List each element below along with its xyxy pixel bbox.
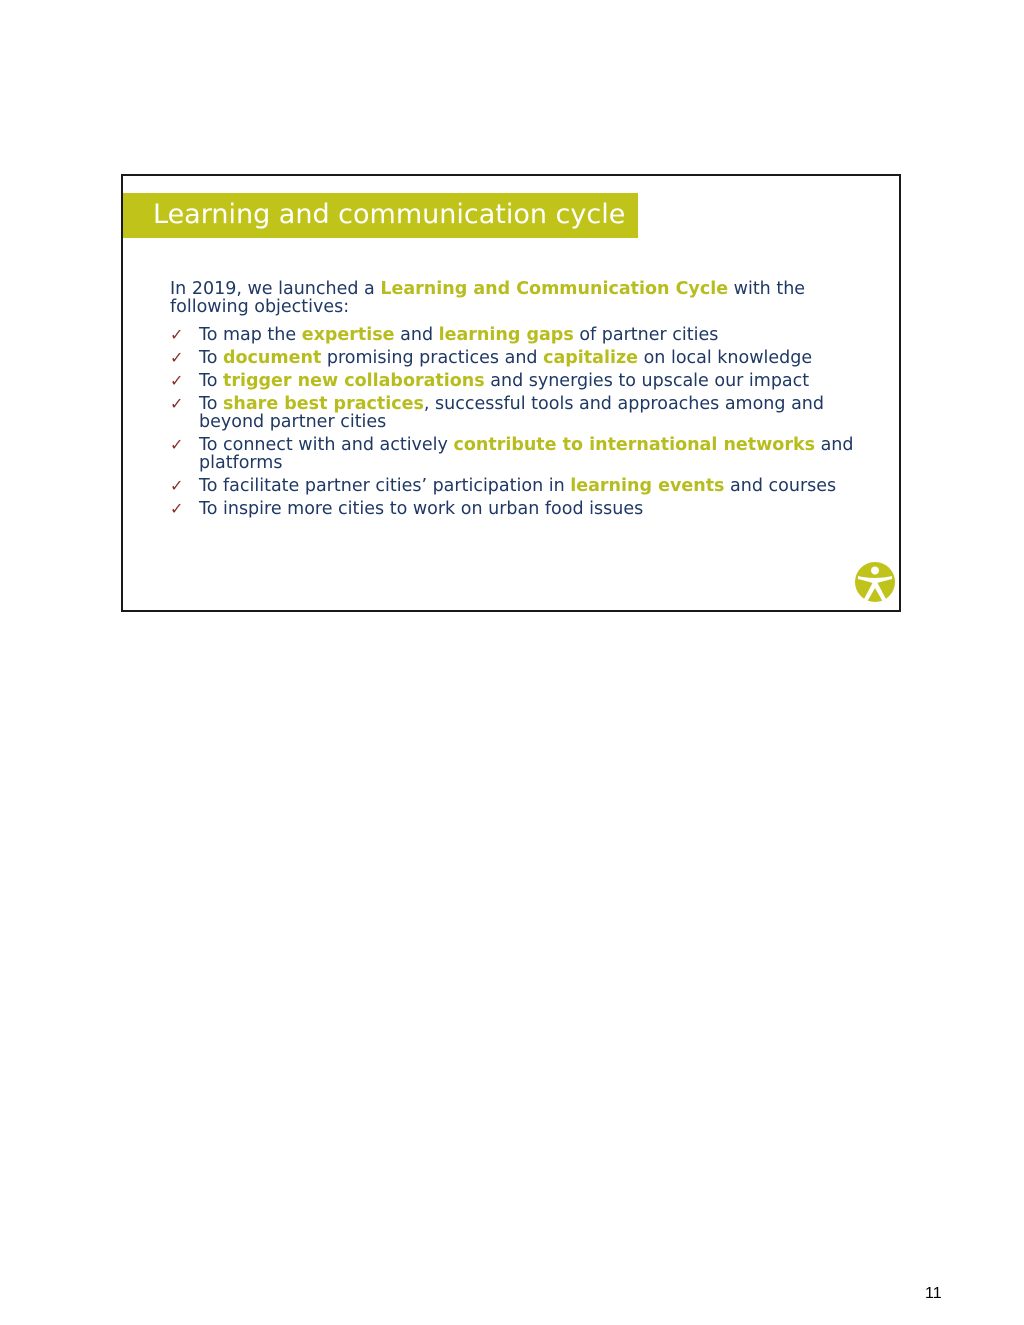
checkmark-icon: ✓ [170,499,184,518]
checkmark-icon: ✓ [170,394,184,413]
text-segment: and courses [724,476,837,496]
highlighted-text: trigger new collaborations [223,371,485,391]
text-segment: To connect with and actively [199,435,454,455]
text-segment: of partner cities [573,325,719,345]
text-segment: To map the [199,325,302,345]
text-segment: To [199,371,223,391]
highlighted-text: capitalize [543,348,639,368]
highlighted-text: expertise [301,325,395,345]
text-segment: To [199,348,223,368]
highlighted-text: contribute to international networks [453,435,816,455]
checkmark-icon: ✓ [170,435,184,454]
objective-item [170,349,870,367]
checkmark-icon: ✓ [170,476,184,495]
objective-item [170,436,870,472]
highlighted-text: learning events [570,476,725,496]
objective-item [170,500,870,518]
highlighted-text: Learning and Communication Cycle [380,279,729,299]
checkmark-icon: ✓ [170,325,184,344]
objective-item [170,326,870,344]
slide [121,174,901,612]
text-segment: with the following objectives: [170,279,806,317]
figure-in-circle-logo-icon [854,561,896,603]
page-number: 11 [925,1285,942,1302]
text-segment: promising practices and [321,348,544,368]
text-segment: and [394,325,439,345]
text-segment: and platforms [199,435,854,473]
slide-content [170,280,870,523]
checkmark-icon: ✓ [170,348,184,367]
highlighted-text: document [223,348,322,368]
intro-paragraph [170,280,870,316]
objectives-list [170,326,870,518]
objective-item [170,372,870,390]
text-segment: , successful tools and approaches among and beyond partner cities [199,394,824,432]
highlighted-text: learning gaps [438,325,574,345]
title-bar [123,193,638,238]
text-segment: To inspire more cities to work on urban food issues [199,499,644,519]
text-segment: In 2019, we launched a [170,279,381,299]
text-segment: and synergies to upscale our impact [484,371,810,391]
slide-title: Learning and communication cycle [153,199,626,230]
highlighted-text: share best practices [223,394,424,414]
text-segment: on local knowledge [638,348,813,368]
checkmark-icon: ✓ [170,371,184,390]
objective-item [170,477,870,495]
objective-item [170,395,870,431]
text-segment: To [199,394,223,414]
text-segment: To facilitate partner cities’ participation in [199,476,571,496]
